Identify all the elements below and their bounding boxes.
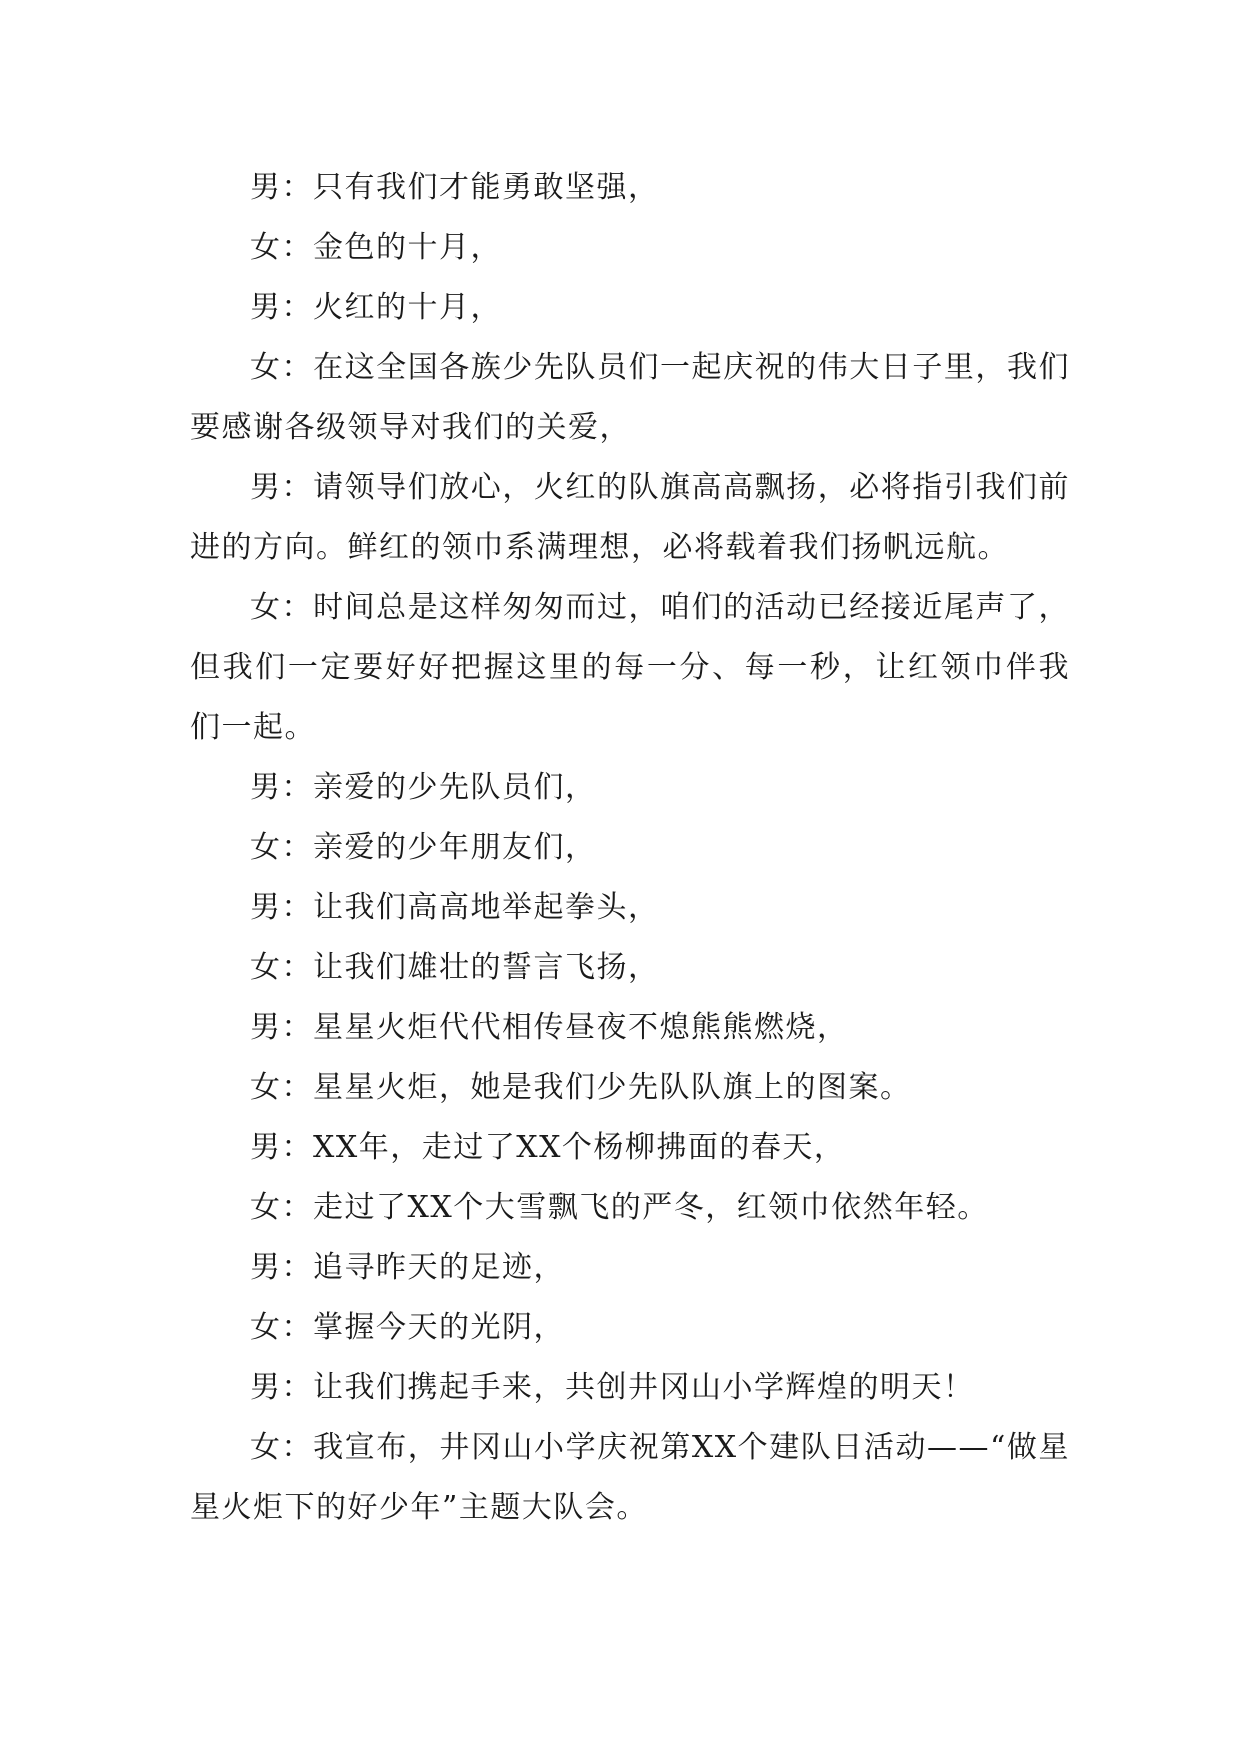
dialogue-line: 女：时间总是这样匆匆而过，咱们的活动已经接近尾声了，但我们一定要好好把握这里的每一分、每一秒，让红领巾伴我们一起。: [190, 590, 1070, 745]
dialogue-line: 男：亲爱的少先队员们，: [250, 770, 597, 805]
dialogue-line: 男：让我们高高地举起拳头，: [250, 890, 660, 925]
dialogue-line: 男：追寻昨天的足迹，: [250, 1250, 565, 1285]
dialogue-line: 男：火红的十月，: [250, 290, 502, 325]
dialogue-line: 女：掌握今天的光阴，: [250, 1310, 565, 1345]
dialogue-line: 男：XX年，走过了XX个杨柳拂面的春天，: [250, 1130, 846, 1165]
dialogue-line: 女：我宣布，井冈山小学庆祝第XX个建队日活动——“做星星火炬下的好少年”主题大队会。: [190, 1430, 1070, 1525]
dialogue-line: 女：让我们雄壮的誓言飞扬，: [250, 950, 660, 985]
dialogue-line: 女：走过了XX个大雪飘飞的严冬，红领巾依然年轻。: [250, 1190, 989, 1225]
dialogue-line: 女：金色的十月，: [250, 230, 502, 265]
dialogue-line: 男：星星火炬代代相传昼夜不熄熊熊燃烧，: [250, 1010, 849, 1045]
dialogue-line: 男：只有我们才能勇敢坚强，: [250, 170, 660, 205]
dialogue-line: 女：亲爱的少年朋友们，: [250, 830, 597, 865]
dialogue-line: 男：让我们携起手来，共创井冈山小学辉煌的明天！: [250, 1370, 975, 1405]
dialogue-line: 女：星星火炬，她是我们少先队队旗上的图案。: [250, 1070, 912, 1105]
dialogue-line: 女：在这全国各族少先队员们一起庆祝的伟大日子里，我们要感谢各级领导对我们的关爱，: [190, 350, 1070, 445]
document-body: [190, 158, 1070, 1538]
dialogue-line: 男：请领导们放心，火红的队旗高高飘扬，必将指引我们前进的方向。鲜红的领巾系满理想，必将载着我们扬帆远航。: [190, 470, 1070, 565]
